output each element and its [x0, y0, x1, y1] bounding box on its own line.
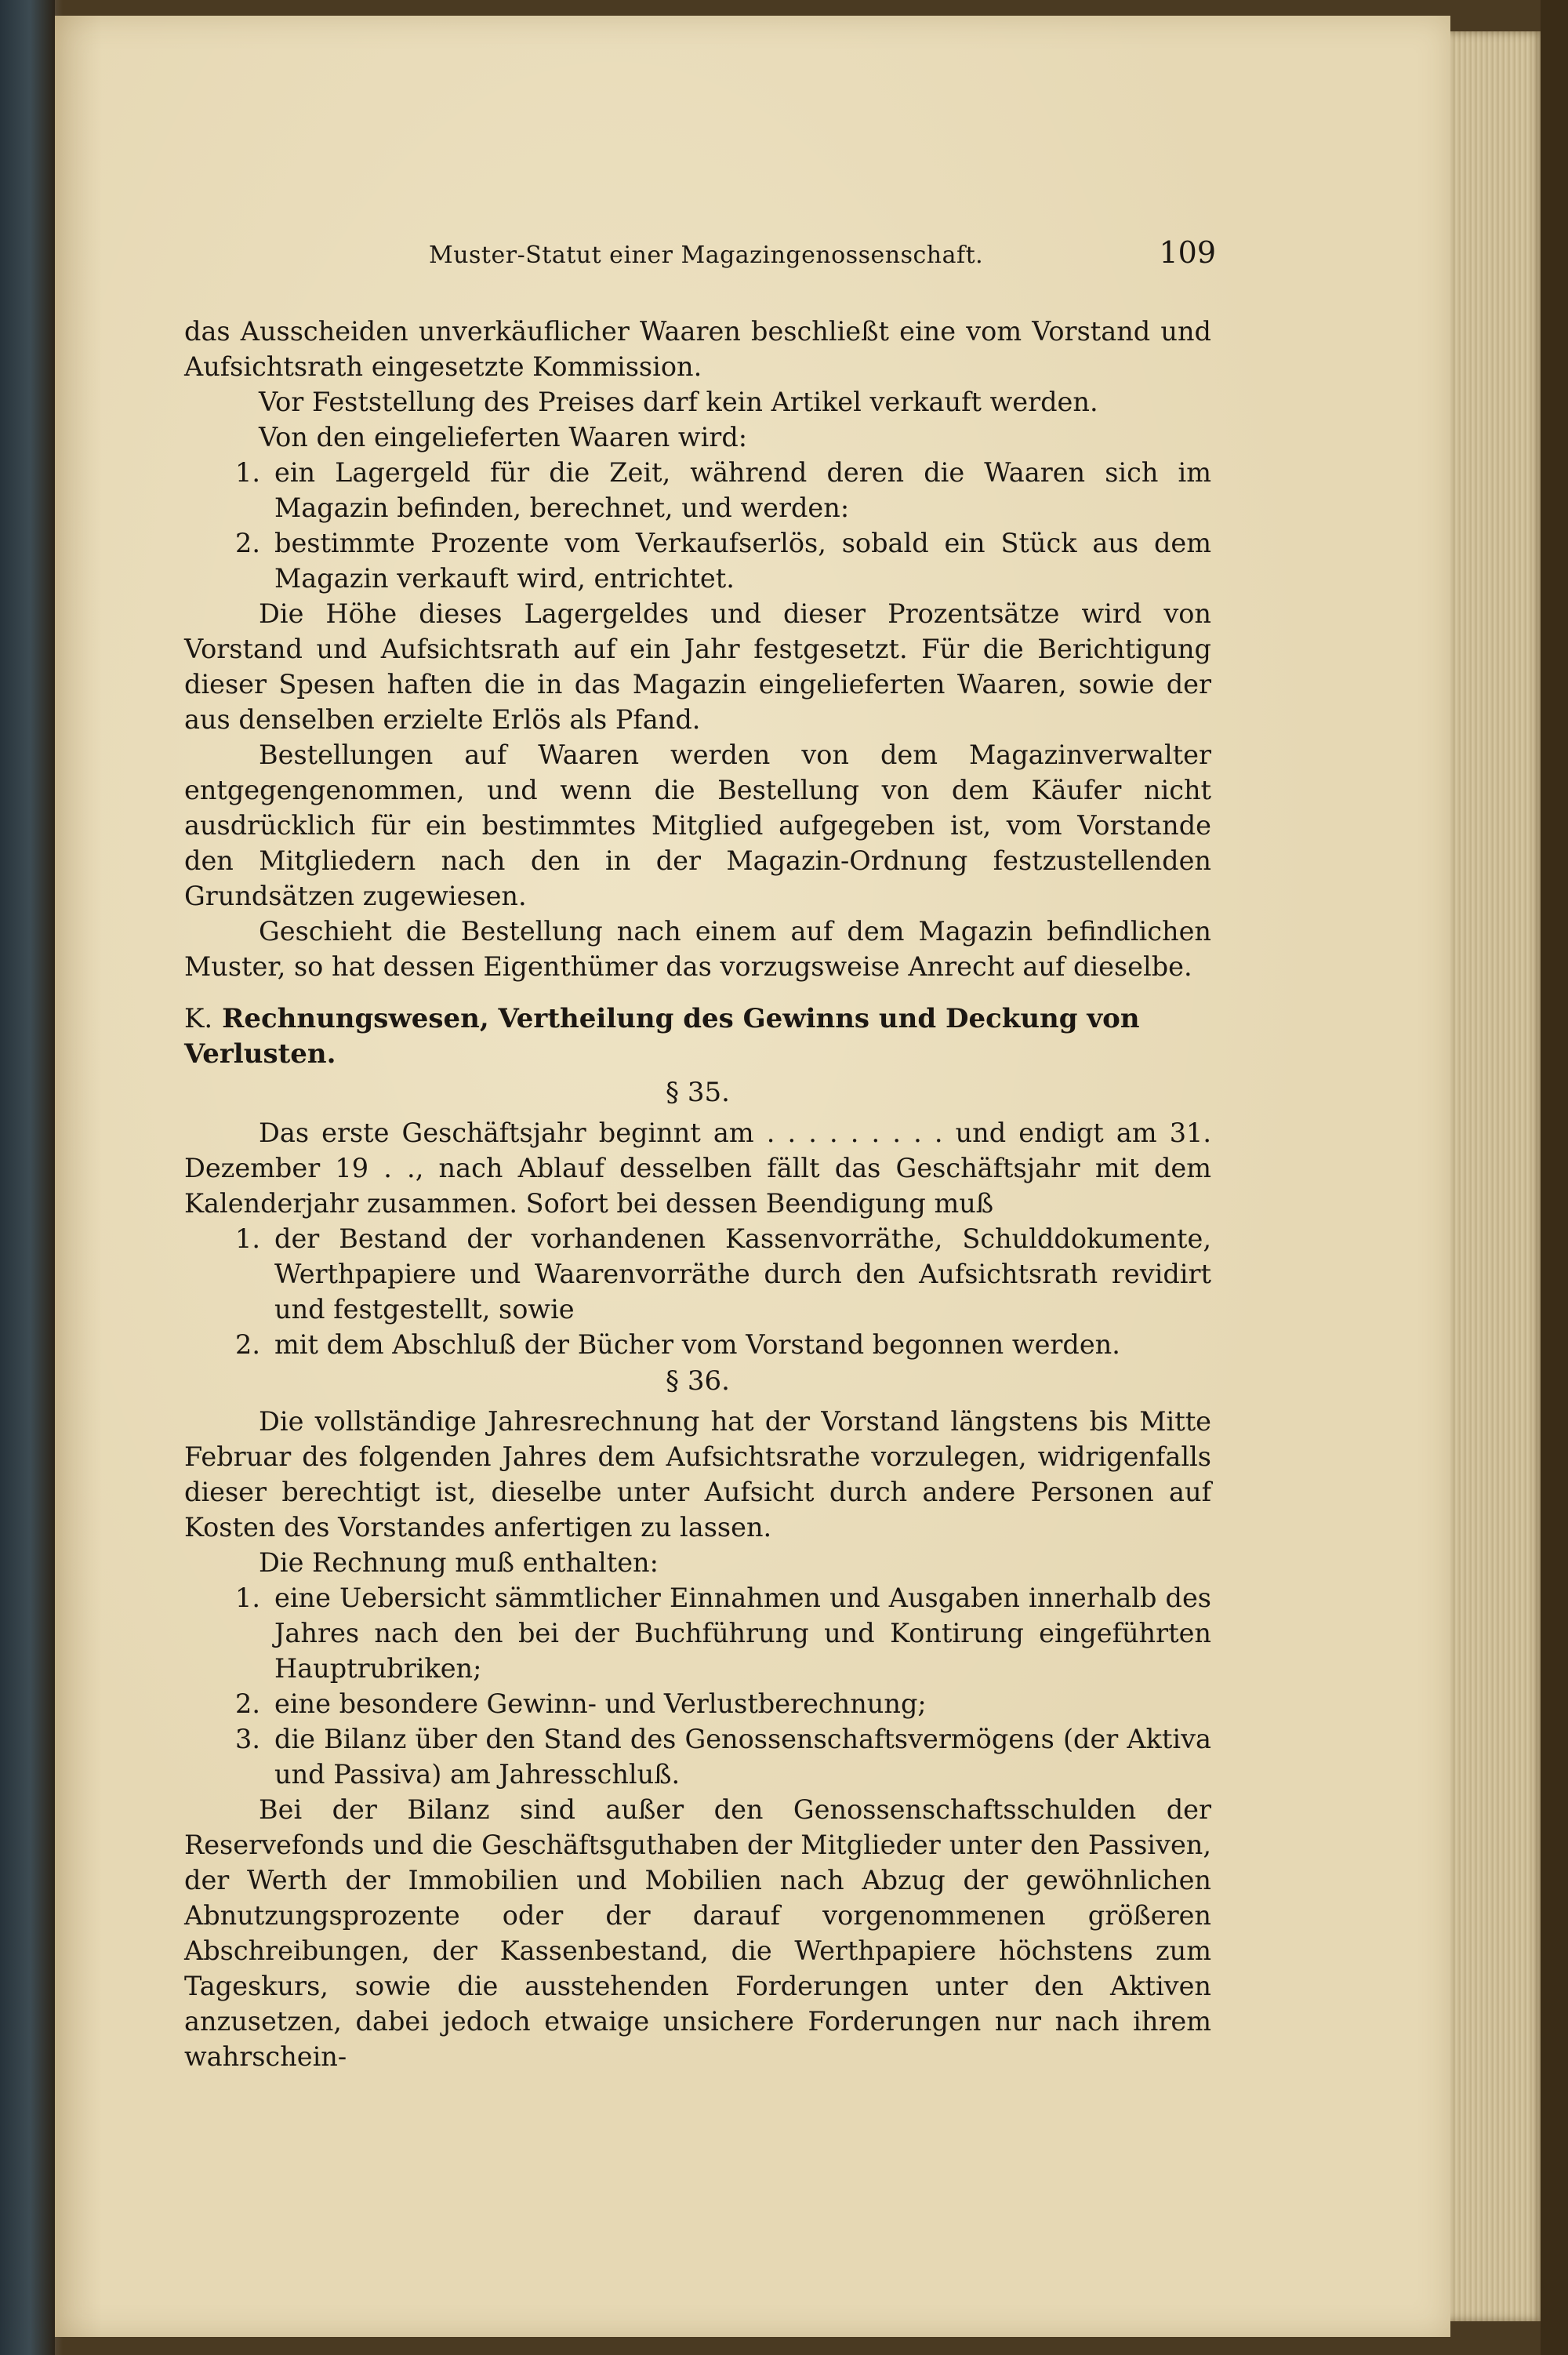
list-number: 2.: [235, 1688, 260, 1719]
list-number: 3.: [235, 1724, 260, 1754]
list-number: 2.: [235, 1329, 260, 1360]
paragraph: das Ausscheiden unverkäuflicher Waaren beschließt eine vom Vorstand und Aufsichtsrath eingesetzte Kommission.: [184, 316, 1211, 382]
section-letter: K.: [184, 1003, 213, 1034]
list-item: [184, 1721, 1211, 1792]
list-item: [184, 1686, 1211, 1721]
paragraph: Bei der Bilanz sind außer den Genossenschaftsschulden der Reservefonds und die Geschäftsguthaben der Mitglieder unter den Passiven, der Werth der Immobilien und Mobilien nach Abzug der gewöhnlichen Abnutzungsprozente oder der darauf vorgenommenen größeren Abschreibungen, der Kassenbestand, die Werthpapiere höchstens zum Tageskurs, sowie die ausstehenden Forderungen unter den Aktiven anzusetzen, dabei jedoch etwaige unsichere Forderungen nur nach ihrem wahrschein-: [184, 1794, 1211, 2072]
list-text: die Bilanz über den Stand des Genossenschaftsvermögens (der Aktiva und Passiva) am Jahresschluß.: [274, 1724, 1211, 1790]
page-stack-edges: [1450, 31, 1544, 2321]
paragraph: Von den eingelieferten Waaren wird:: [259, 422, 748, 452]
paragraph: Bestellungen auf Waaren werden von dem Magazinverwalter entgegengenommen, und wenn die Bestellung von dem Käufer nicht ausdrücklich für ein bestimmtes Mitglied aufgegeben ist, vom Vorstande den Mitgliedern nach den in der Magazin-Ordnung festzustellenden Grundsätzen zugewiesen.: [184, 740, 1211, 911]
paragraph: Das erste Geschäftsjahr beginnt am . . . . . . . . . und endigt am 31. Dezember 19 . ., nach Ablauf desselben fällt das Geschäftsjahr mit dem Kalenderjahr zusammen. Sofort bei dessen Beendigung muß: [184, 1118, 1211, 1219]
list-text: eine Uebersicht sämmtlicher Einnahmen und Ausgaben innerhalb des Jahres nach den bei der Buchführung und Kontirung eingeführten Hauptrubriken;: [274, 1583, 1211, 1684]
running-title: Muster-Statut einer Magazingenossenschaft.: [429, 242, 984, 269]
list-number: 1.: [235, 457, 260, 488]
list-text: bestimmte Prozente vom Verkaufserlös, sobald ein Stück aus dem Magazin verkauft wird, entrichtet.: [274, 528, 1211, 594]
list-number: 1.: [235, 1223, 260, 1254]
section-title: Rechnungswesen, Vertheilung des Gewinns und Deckung von Verlusten.: [184, 1003, 1140, 1070]
page-number: 109: [1159, 235, 1216, 270]
list-number: 2.: [235, 528, 260, 558]
page-text: [184, 235, 1216, 2074]
list-item: [184, 525, 1211, 596]
list-text: ein Lagergeld für die Zeit, während deren die Waaren sich im Magazin befinden, berechnet, und werden:: [274, 457, 1211, 523]
numbered-list: [184, 1221, 1211, 1362]
paragraph-number: § 35.: [666, 1077, 730, 1108]
paragraph: Die Rechnung muß enthalten:: [259, 1547, 659, 1578]
paragraph-number: § 36.: [666, 1365, 730, 1397]
numbered-list: [184, 455, 1211, 596]
list-number: 1.: [235, 1583, 260, 1613]
list-item: [184, 1327, 1211, 1362]
paragraph: Die Höhe dieses Lagergeldes und dieser Prozentsätze wird von Vorstand und Aufsichtsrath auf ein Jahr festgesetzt. Für die Berichtigung dieser Spesen haften die in das Magazin eingelieferten Waaren, sowie der aus denselben erzielte Erlös als Pfand.: [184, 598, 1211, 735]
book-cover-right: [1541, 0, 1568, 2355]
list-item: [184, 1580, 1211, 1686]
paragraph: Die vollständige Jahresrechnung hat der Vorstand längstens bis Mitte Februar des folgenden Jahres dem Aufsichtsrathe vorzulegen, widrigenfalls dieser berechtigt ist, dieselbe unter Aufsicht durch andere Personen auf Kosten des Vorstandes anfertigen zu lassen.: [184, 1406, 1211, 1543]
list-item: [184, 1221, 1211, 1327]
paragraph: Geschieht die Bestellung nach einem auf dem Magazin befindlichen Muster, so hat dessen Eigenthümer das vorzugsweise Anrecht auf dieselbe.: [184, 916, 1211, 982]
numbered-list: [184, 1580, 1211, 1792]
list-text: eine besondere Gewinn- und Verlustberechnung;: [274, 1688, 927, 1719]
paragraph: Vor Feststellung des Preises darf kein Artikel verkauft werden.: [259, 387, 1098, 417]
list-text: der Bestand der vorhandenen Kassenvorräthe, Schulddokumente, Werthpapiere und Waarenvorräthe durch den Aufsichtsrath revidirt und festgestellt, sowie: [274, 1223, 1211, 1325]
section-heading: [184, 1001, 1211, 1072]
running-header: [429, 235, 1216, 282]
list-text: mit dem Abschluß der Bücher vom Vorstand begonnen werden.: [274, 1329, 1120, 1360]
list-item: [184, 455, 1211, 525]
book-cover-edge: [0, 0, 55, 2355]
